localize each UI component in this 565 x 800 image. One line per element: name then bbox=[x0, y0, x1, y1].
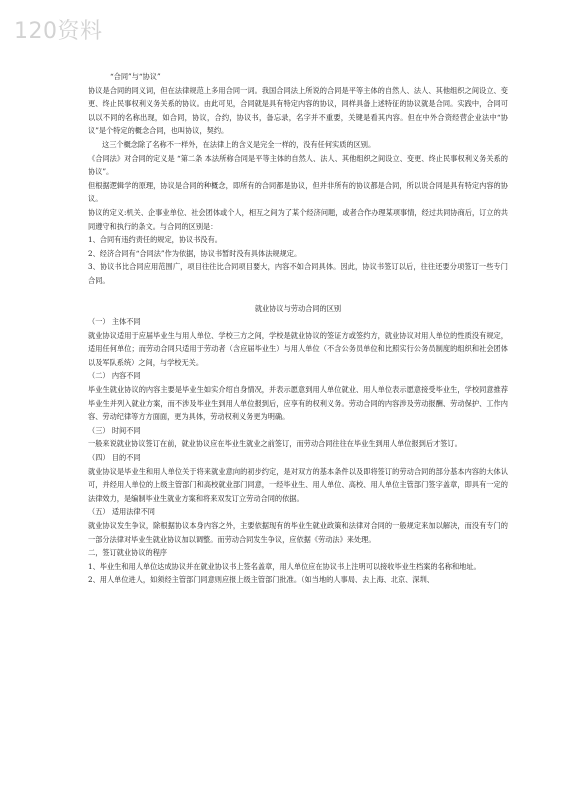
paragraph: 协议的定义:机关、企事业单位、社会团体或个人，相互之间为了某个经济问题，或者合作办理某项事情，经过共同协商后，订立的共同遵守和执行的条文。与合同的区别是： bbox=[88, 207, 508, 231]
paragraph: 1、毕业生和用人单位达成协议并在就业协议书上签名盖章，用人单位应在协议书上注明可以接收毕业生档案的名称和地址。 bbox=[88, 561, 481, 571]
paragraph: （三） 时间不同 bbox=[88, 425, 141, 435]
watermark-logo: 120资料 bbox=[14, 19, 103, 44]
paragraph: 就业协议适用于应届毕业生与用人单位、学校三方之间，学校是就业协议的签证方或签约方，就业协议对用人单位的性质没有规定，适用任何单位；而劳动合同只适用于劳动者（含应届毕业生）与用人单位（不含公务员单位和比照实行公务员制度的组织和社会团体以及军队系统）之间，与学校无关。 bbox=[88, 330, 508, 367]
paragraph: （五） 适用法律不同 bbox=[88, 507, 155, 517]
paragraph: 2、经济合同有“合同法”作为依据，协议书暂时没有具体法规规定。 bbox=[88, 248, 302, 258]
document-body bbox=[88, 70, 508, 587]
paragraph: （二） 内容不同 bbox=[88, 371, 141, 381]
paragraph: 《合同法》对合同的定义是 “第二条 本法所称合同是平等主体的自然人、法人、其他组织之间设立、变更、终止民事权利义务关系的协议”。 bbox=[88, 153, 508, 177]
paragraph: 1、合同有违约责任的规定，协议书没有。 bbox=[88, 235, 222, 245]
paragraph: 一般来说就业协议签订在前，就业协议应在毕业生就业之前签订，而劳动合同往往在毕业生到用人单位报到后才签订。 bbox=[88, 439, 462, 449]
paragraph: 二，签订就业协议的程序 bbox=[88, 548, 168, 558]
paragraph: 毕业生就业协议的内容主要是毕业生如实介绍自身情况，并表示愿意到用人单位就业、用人单位表示愿意接受毕业生，学校同意推荐毕业生并列入就业方案，而不涉及毕业生到用人单位报到后，应享有的权利义务。劳动合同的内容涉及劳动报酬、劳动保护、工作内容、劳动纪律等方方面面，更为具体，劳动权利义务更为明确。 bbox=[88, 385, 508, 422]
paragraph: 这三个概念除了名称不一样外，在法律上的含义是完全一样的，没有任何实质的区别。 bbox=[102, 139, 376, 149]
paragraph: “合同”与“协议” bbox=[110, 72, 161, 81]
section-heading: 就业协议与劳动合同的区别 bbox=[254, 303, 342, 313]
paragraph: （一） 主体不同 bbox=[88, 317, 141, 327]
paragraph: 3、协议书比合同应用范围广，项目往往比合同项目要大，内容不如合同具体。因此，协议书签订以后，往往还要分项签订一些专门合同。 bbox=[88, 262, 508, 285]
paragraph: （四） 目的不同 bbox=[88, 453, 141, 463]
paragraph: 2、用人单位进人，如须经主管部门同意则应报上级主管部门批准。（如当地的人事局、去上海、北京、深圳、 bbox=[88, 575, 434, 585]
paragraph: 就业协议是毕业生和用人单位关于将来就业意向的初步约定，是对双方的基本条件以及即将签订的劳动合同的部分基本内容的大体认可，并经用人单位的上级主管部门和高校就业部门同意，一经毕业生、用人单位、高校、用人单位主管部门签字盖章，即具有一定的法律效力，是编制毕业生就业方案和将来双发订立劳动合同的依据。 bbox=[88, 466, 508, 503]
paragraph bbox=[88, 288, 508, 302]
paragraph: 就业协议发生争议，除根据协议本身内容之外，主要依据现有的毕业生就业政策和法律对合同的一般规定来加以解决，而没有专门的一部分法律对毕业生就业协议加以调整。而劳动合同发生争议，应依据《劳动法》来处理。 bbox=[88, 521, 508, 544]
paragraph: 但根据逻辑学的原理，协议是合同的种概念，即所有的合同都是协议，但并非所有的协议都是合同，所以说合同是具有特定内容的协议。 bbox=[88, 180, 508, 204]
paragraph: 协议是合同的同义词，但在法律规范上多用合同一词。我国合同法上所说的合同是平等主体的自然人、法人、其他组织之间设立、变更、终止民事权利义务关系的协议。由此可见，合同就是具有特定内容的协议，同样具备上述特征的协议就是合同。实践中，合同可以以不同的名称出现，如合同，协议，合约，协议书，备忘录，名字并不重要，关键是看其内容。但在中外合资经营企业法中“协议”是个特定的概念合同，也叫协议，契约。 bbox=[88, 85, 508, 136]
